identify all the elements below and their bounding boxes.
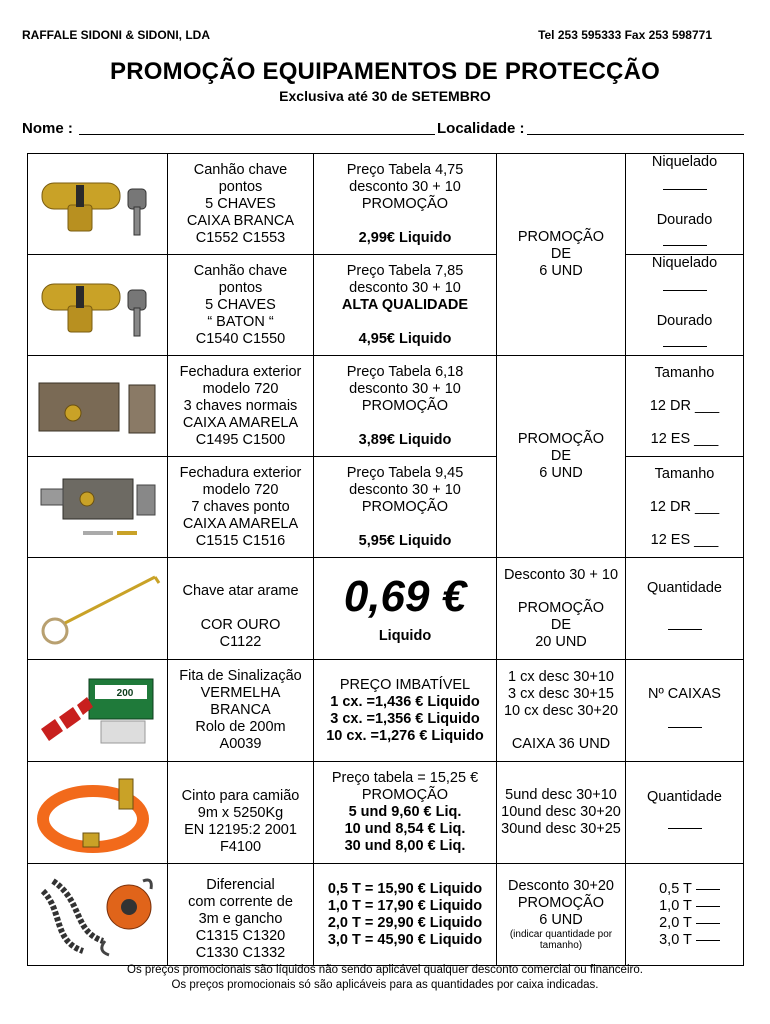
product-description: Diferencial com corrente de 3m e gancho C1315 C1320 C1330 C1332	[168, 864, 314, 966]
size-options[interactable]: Tamanho 12 DR ___ 12 ES ___	[626, 356, 744, 457]
tonnage-options[interactable]: 0,5 T 1,0 T 2,0 T 3,0 T	[626, 864, 744, 966]
product-image-baton-lock	[28, 255, 168, 356]
finish-options[interactable]: Niquelado Dourado	[626, 255, 744, 356]
nome-field[interactable]	[79, 134, 435, 135]
localidade-label: Localidade :	[437, 120, 525, 137]
product-price: Preço Tabela 7,85 desconto 30 + 10 ALTA QUALIDADE 4,95€ Liquido	[314, 255, 497, 356]
promo-info: 1 cx desc 30+10 3 cx desc 30+15 10 cx desc 30+20 CAIXA 36 UND	[497, 660, 626, 762]
product-image-chain-hoist	[28, 864, 168, 966]
company-contact: Tel 253 595333 Fax 253 598771	[538, 28, 712, 42]
quantity-field[interactable]: Quantidade	[626, 762, 744, 864]
page-subtitle: Exclusiva até 30 de SETEMBRO	[279, 88, 491, 104]
size-options[interactable]: Tamanho 12 DR ___ 12 ES ___	[626, 457, 744, 558]
product-description: Fechadura exterior modelo 720 3 chaves normais CAIXA AMARELA C1495 C1500	[168, 356, 314, 457]
boxes-field[interactable]: Nº CAIXAS	[626, 660, 744, 762]
product-description: Chave atar arame COR OURO C1122	[168, 558, 314, 660]
product-price: 0,5 T = 15,90 € Liquido 1,0 T = 17,90 € Liquido 2,0 T = 29,90 € Liquido 3,0 T = 45,90 € Liquido	[314, 864, 497, 966]
product-image-wire-key	[28, 558, 168, 660]
product-image-exterior-lock-7keys	[28, 457, 168, 558]
table-row	[28, 558, 744, 660]
company-name: RAFFALE SIDONI & SIDONI, LDA	[22, 28, 211, 42]
table-row	[28, 457, 744, 558]
signal-tape-icon	[33, 669, 163, 753]
localidade-field[interactable]	[527, 134, 744, 135]
chain-hoist-icon	[33, 871, 163, 959]
product-price: Preço Tabela 4,75 desconto 30 + 10 PROMOÇÃO 2,99€ Liquido	[314, 154, 497, 255]
rim-lock-icon	[33, 371, 163, 441]
nome-label: Nome :	[22, 120, 73, 137]
promo-info: Desconto 30+20 PROMOÇÃO 6 UND (indicar quantidade por tamanho)	[497, 864, 626, 966]
table-row	[28, 356, 744, 457]
ratchet-strap-icon	[33, 771, 163, 855]
finish-options[interactable]: Niquelado Dourado	[626, 154, 744, 255]
product-description: Fita de Sinalização VERMELHA BRANCA Rolo de 200m A0039	[168, 660, 314, 762]
table-row	[28, 255, 744, 356]
product-price: Preço Tabela 6,18 desconto 30 + 10 PROMOÇÃO 3,89€ Liquido	[314, 356, 497, 457]
rim-lock-icon	[33, 467, 163, 547]
table-row	[28, 864, 744, 966]
promo-info: Desconto 30 + 10 PROMOÇÃO DE 20 UND	[497, 558, 626, 660]
page-title: PROMOÇÃO EQUIPAMENTOS DE PROTECÇÃO	[110, 58, 660, 85]
promo-table	[27, 153, 744, 966]
promo-info: 5und desc 30+10 10und desc 30+20 30und desc 30+25	[497, 762, 626, 864]
footer-note-2: Os preços promocionais só são aplicáveis para as quantidades por caixa indicadas.	[171, 979, 599, 991]
promo-group-2: PROMOÇÃO DE 6 UND	[497, 356, 626, 558]
cylinder-lock-icon	[38, 270, 158, 340]
product-image-truck-strap	[28, 762, 168, 864]
product-price: PREÇO IMBATÍVEL 1 cx. =1,436 € Liquido 3 cx. =1,356 € Liquido 10 cx. =1,276 € Liquido	[314, 660, 497, 762]
footer-note-1: Os preços promocionais são líquidos não sendo aplicável qualquer desconto comercial ou financeiro.	[127, 964, 643, 976]
product-price: Preço tabela = 15,25 € PROMOÇÃO 5 und 9,60 € Liq. 10 und 8,54 € Liq. 30 und 8,00 € Liq.	[314, 762, 497, 864]
product-description: Cinto para camião 9m x 5250Kg EN 12195:2 2001 F4100	[168, 762, 314, 864]
wire-key-icon	[33, 569, 163, 649]
table-row	[28, 660, 744, 762]
product-description: Canhão chave pontos 5 CHAVES “ BATON “ C1540 C1550	[168, 255, 314, 356]
product-image-cylinder-lock	[28, 154, 168, 255]
product-description: Canhão chave pontos 5 CHAVES CAIXA BRANCA C1552 C1553	[168, 154, 314, 255]
product-price: Preço Tabela 9,45 desconto 30 + 10 PROMOÇÃO 5,95€ Liquido	[314, 457, 497, 558]
product-description: Fechadura exterior modelo 720 7 chaves ponto CAIXA AMARELA C1515 C1516	[168, 457, 314, 558]
cylinder-lock-icon	[38, 169, 158, 239]
promo-group-1: PROMOÇÃO DE 6 UND	[497, 154, 626, 356]
svg-text:200: 200	[116, 687, 133, 699]
product-price: 0,69 € Liquido	[314, 558, 497, 660]
table-row	[28, 762, 744, 864]
table-row	[28, 154, 744, 255]
quantity-field[interactable]: Quantidade	[626, 558, 744, 660]
product-image-signal-tape	[28, 660, 168, 762]
product-image-exterior-lock	[28, 356, 168, 457]
